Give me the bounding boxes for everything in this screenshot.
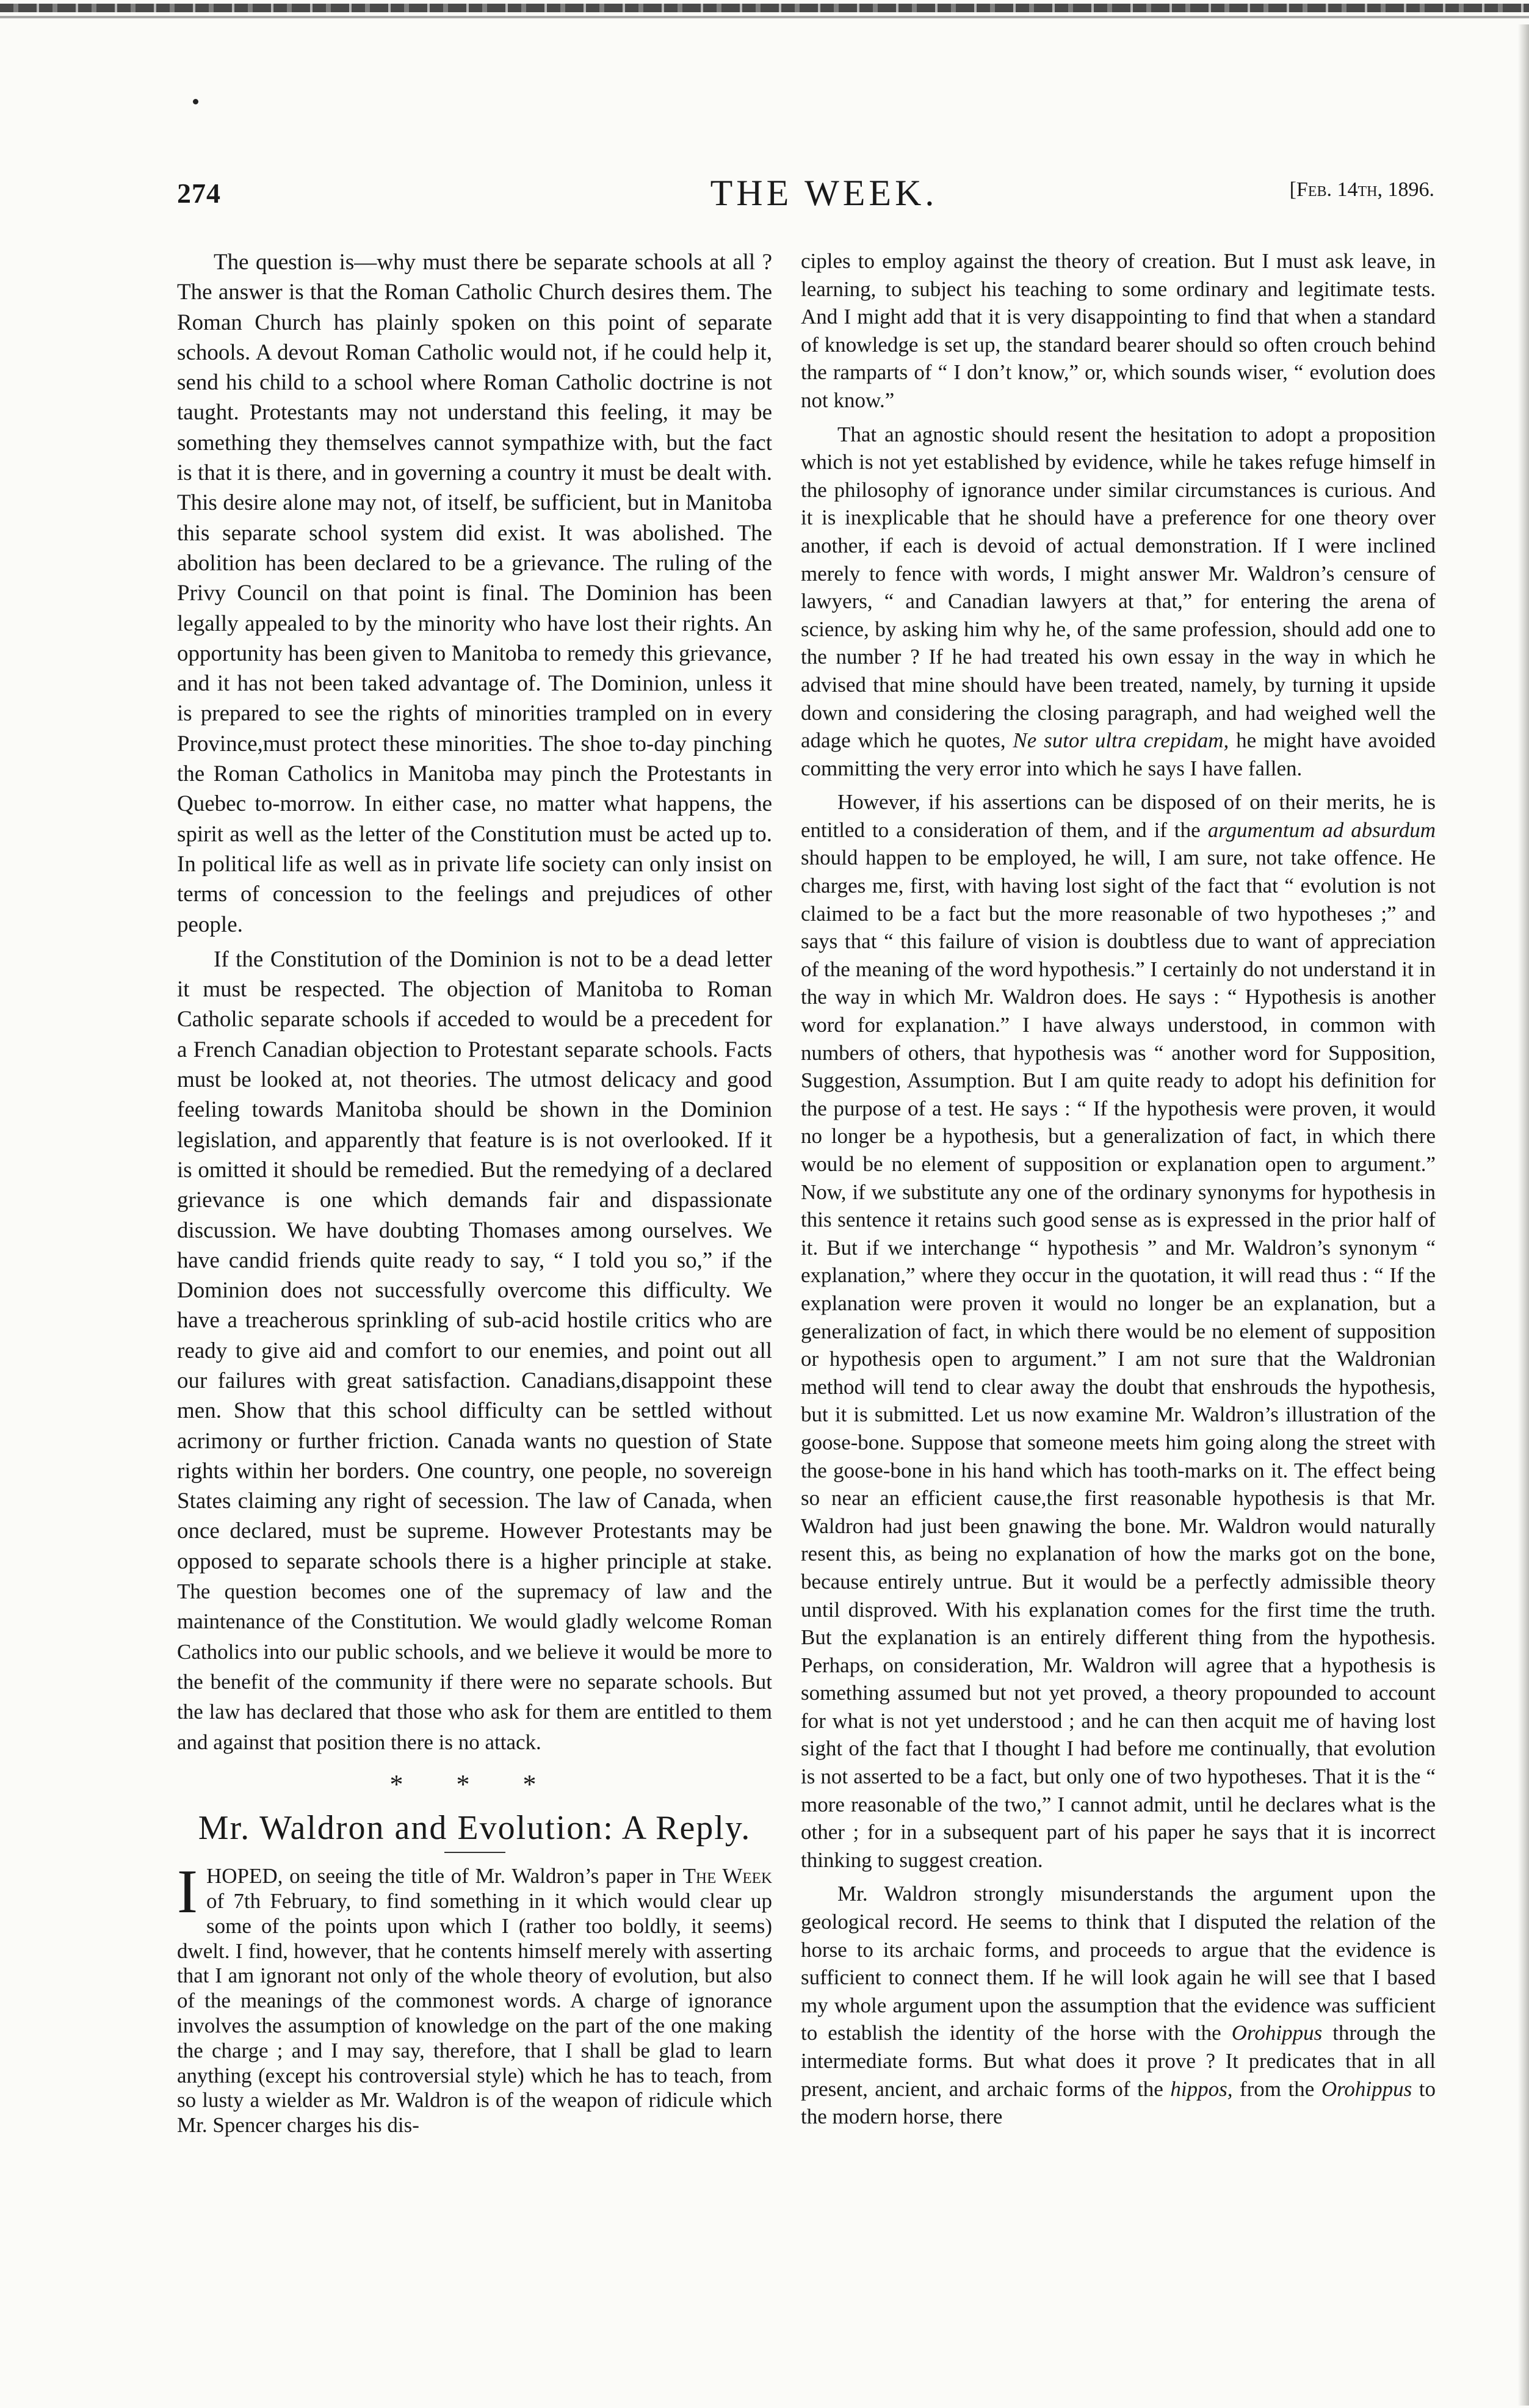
issue-date: [Feb. 14th, 1896. [1289,178,1434,201]
reply-text: of 7th February, to find something in it which would clear up some of the points upon which I (rather too boldly, it seems) dwelt. I find, however, that he contents himself merely with asserting that I am ignorant not only of the whole theory of evolution, but also of the meanings of the commonest words. A charge of ignorance involves the assumption of knowledge on the part of the one making the charge ; and I may say, therefore, that I shall be glad to learn anything (except his controversial style) which he has to teach, from so lusty a wielder as Mr. Waldron is of the weapon of ridicule which Mr. Spencer charges his dis- [177,1888,772,2138]
top-border-line [0,16,1529,18]
reply-paragraph [177,1857,772,2138]
article-title: Mr. Waldron and Evolution: A Reply. [198,1808,751,1847]
latin-quote: Ne sutor ultra crepidam, [1013,728,1229,753]
right-paragraph-4-d: to the modern horse, there [801,2076,1436,2129]
right-paragraph-3-a: However, if his assertions can be disposed of on their merits, he is entitled to a consideration of them, and if the [801,790,1436,842]
right-column [801,247,1436,2131]
right-paragraph-4 [801,1880,1436,2130]
drop-cap: I [177,1857,198,1927]
right-paragraph-4-c: from the [1239,2076,1315,2101]
genus-name-3: Orohippus [1321,2076,1412,2101]
reply-first-words: HOPED, on seeing the title of Mr. Waldron’s paper in [206,1864,676,1888]
right-paragraph-4-a: Mr. Waldron strongly misunderstands the argument upon the geological record. He seems to think that I disputed the relation of the horse to its archaic forms, and proceeds to argue that the evidence is sufficient to connect them. If he will look again he will see that I based my whole argument upon the assumption that the evidence was sufficient to establish the identity of the horse with the [801,1882,1436,2045]
left-paragraph-2-main: If the Constitution of the Dominion is not to be a dead letter it must be respected. The objection of Manitoba to Roman Catholic separate schools if acceded to would be a precedent for a French Canadian objection to Protestant separate schools. Facts must be looked at, not theories. The utmost delicacy and good feeling towards Manitoba should be shown in the Dominion legislation, and apparently that feature is is not overlooked. If it is omitted it should be remedied. But the remedying of a declared grievance is one which demands fair and dispassionate discussion. We have doubting Thomases among ourselves. We have candid friends quite ready to say, “ I told you so,” if the Dominion does not successfully overcome this difficulty. We have a treacherous sprinkling of sub-acid hostile critics who are ready to give aid and comfort to our enemies, and point out all our failures with great satisfaction. Canadians,disappoint these men. Show that this school difficulty can be settled without acrimony or further friction. Canada wants no question of State rights within her borders. One country, one people, no sovereign States claiming any right of secession. The law of Canada, when once declared, must be supreme. However Protestants may be opposed to separate schools there is a higher principle at stake. [177,946,772,1574]
page-number: 274 [177,178,221,209]
journal-title: THE WEEK. [710,173,938,213]
journal-name-inline: The Week [682,1864,772,1888]
latin-term: argumentum ad absurdum [1207,818,1436,842]
right-paragraph-2 [801,421,1436,783]
ink-speck [193,99,198,104]
left-paragraph-1: The question is—why must there be separate schools at all ? The answer is that the Roman Catholic Church desires them. The Roman Church has plainly spoken on this point of separate schools. A devout Roman Catholic would not, if he could help it, send his child to a school where Roman Catholic doctrine is not taught. Protestants may not understand this feeling, it may be something they themselves cannot sympathize with, but the fact is that it is there, and in governing a country it must be dealt with. This desire alone may not, of itself, be sufficient, but in Manitoba this separate school system did exist. It was abolished. The abolition has been declared to be a grievance. The ruling of the Privy Council on that point is final. The Dominion has been legally appealed to by the minority who have lost their rights. An opportunity has been given to Manitoba to remedy this grievance, and it has not been taked advantage of. The Dominion, unless it is prepared to see the rights of minorities trampled on in every Province,must protect these minorities. The shoe to-day pinching the Roman Catholics in Manitoba may pinch the Protestants in Quebec to-morrow. In either case, no matter what happens, the spirit as well as the letter of the Constitution must be acted up to. In political life as well as in private life society can only insist on terms of concession to the feelings and prejudices of other people. [177,250,772,937]
section-divider-asterism: * * * [389,1769,560,1799]
right-paragraph-2-end: he might have avoided committing the very error into which he says I have fallen. [801,728,1436,780]
left-paragraph-2-end: The question becomes one of the supremacy of law and the maintenance of the Constitution. We would gladly welcome Roman Catholics into our public schools, and we believe it would be more to the benefit of the community if there were no separate schools. But the law has declared that those who ask for them are entitled to them and against that position there is no attack. [177,1579,772,1754]
top-border-rule [0,4,1529,12]
page-edge-shadow [1518,24,1529,2406]
right-paragraph-2-text: That an agnostic should resent the hesitation to adopt a proposition which is not yet established by evidence, while he takes refuge himself in the philosophy of ignorance under similar circumstances is curious. And it is inexplicable that he should have a preference for one theory over another, if each is devoid of actual demonstration. If I were inclined merely to fence with words, I might answer Mr. Waldron’s censure of lawyers, “ and Canadian lawyers at that,” for entering the arena of science, by asking him why he, of the same profession, should add one to the number ? If he had treated his own essay in the way in which he advised that mine should have been treated, namely, by turning it upside down and considering the closing paragraph, and had weighed well the adage which he quotes, [801,422,1436,753]
right-paragraph-3 [801,788,1436,1874]
right-paragraph-3-b: should happen to be employed, he will, I am sure, not take offence. He charges me, first, with having lost sight of the fact that “ evolution is not claimed to be a fact but the more reasonable of two hypotheses ;” and says that “ this failure of vision is doubtless due to want of appreciation of the meaning of the word hypothesis.” I certainly do not understand it in the way in which Mr. Waldron does. He says : “ Hypothesis is another word for explanation.” I have always understood, in common with numbers of others, that hypothesis was “ another word for Supposition, Suggestion, Assumption. But I am quite ready to adopt his definition for the purpose of a test. He says : “ If the hypothesis were proven, it would no longer be a hypothesis, but a generalization of fact, in which there would be no element of supposition or explanation open to argument.” Now, if we substitute any one of the ordinary synonyms for hypothesis in this sentence it retains such good sense as is expressed in the prior half of it. But if we interchange “ hypothesis ” and Mr. Waldron’s synonym “ explanation,” where they occur in the quotation, it will read thus : “ If the explanation were proven it would no longer be an explanation, but a generalization of fact, in which there would be no element of supposition or hypothesis open to argument.” I am not sure that the Waldronian method will tend to clear away the doubt that enshrouds the hypothesis, but it is submitted. Let us now examine Mr. Waldron’s illustration of the goose-bone. Suppose that someone meets him going along the street with the goose-bone in his hand which has tooth-marks on it. The effect being so near an efficient cause,the first reasonable hypothesis is that Mr. Waldron had just been gnawing the bone. Mr. Waldron would naturally resent this, as being no explanation of how the marks got on the bone, because entirely untrue. But it would be a perfectly admissible theory until disproved. With his explanation comes for the first time the truth. But the explanation is an entirely different thing from the hypothesis. Perhaps, on consideration, Mr. Waldron will agree that a hypothesis is something assumed but not yet proved, a theory propounded to account for what is not yet understood ; and he can then acquit me of having lost sight of the fact that I thought I had before me continually, that evolution is not asserted to be a fact, but only one of two hypotheses. That it is the “ more reasonable of the two,” I cannot admit, until he declares what is the other ; for in a subsequent part of his paper he says that it is incorrect thinking to suggest creation. [801,846,1436,1872]
genus-name-2: hippos, [1170,2076,1233,2101]
title-rule [444,1852,505,1853]
left-column [177,247,772,2138]
genus-name-1: Orohippus [1231,2021,1323,2045]
left-paragraph-2 [177,945,772,1757]
page-header [177,172,1434,221]
right-paragraph-4-b: through the intermediate forms. But what does it prove ? It predicates that in all present, ancient, and archaic forms of the [801,2021,1436,2101]
right-paragraph-1: ciples to employ against the theory of creation. But I must ask leave, in learning, to subject his teaching to some ordinary and legitimate tests. And I might add that it is very disappointing to find that when a standard of knowledge is set up, the standard bearer should so often crouch behind the ramparts of “ I don’t know,” or, which sounds wiser, “ evolution does not know.” [801,249,1436,412]
